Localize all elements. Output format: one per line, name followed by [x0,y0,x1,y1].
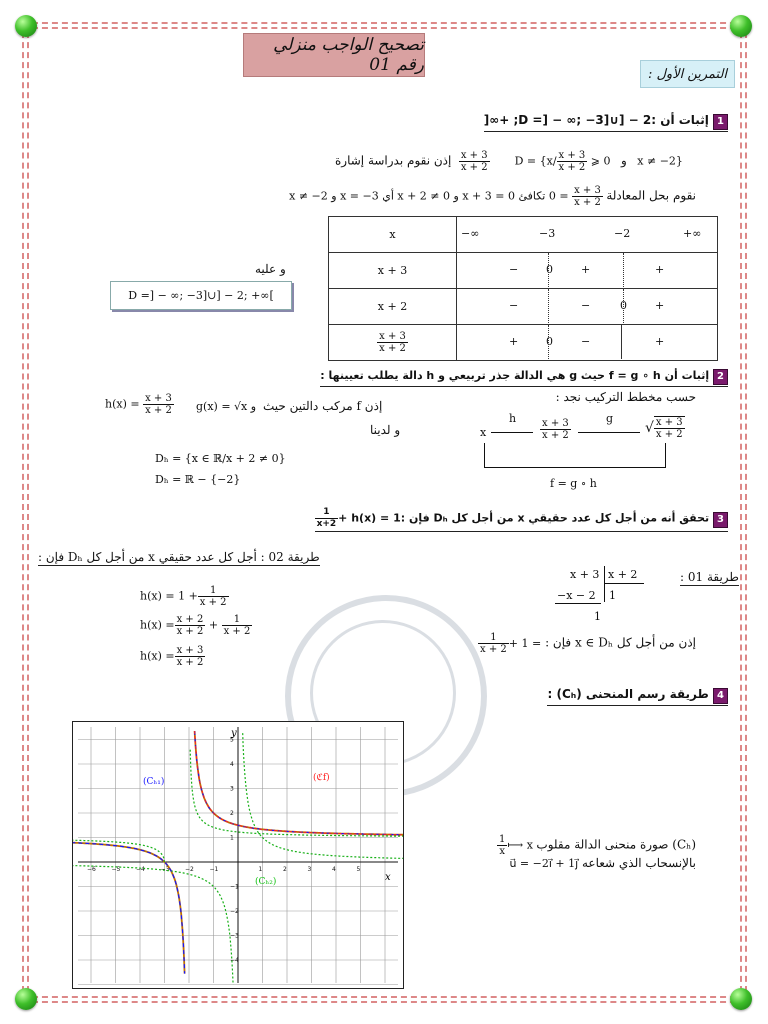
q4-desc1: (Cₕ) صورة منحنى الدالة مقلوب x ⟼ $\frac{1}{x}$ [499,834,696,857]
sign-table-x: x [329,217,457,253]
q3-heading: 3 تحقق أنه من أجل كل عدد حقيقي x من أجل كل Dₕ فإن :h(x) = 1 + $\frac{1}{x+2}$ [315,507,728,532]
m2-line2: h(x) = $\frac{x + 2}{x + 2}$ + $\frac{1}{x + 2}$ [140,614,251,637]
x-tick-label: 5 [356,866,361,873]
row-x2-label: x + 2 [329,289,457,325]
q4-desc2: بالإنسحاب الذي شعاعه u⃗ = −2i⃗ + 1j⃗ [509,856,696,870]
graph-x-label: x [385,872,391,883]
corner-ball-bl [15,988,37,1010]
arrow-g [578,432,640,433]
x-tick-label: −1 [209,866,219,873]
corner-ball-tl [15,15,37,37]
q3-method2: طريقة 02 : أجل كل عدد حقيقي x من أجل كل Dₕ فإن : [38,550,320,564]
q2-g-def: g(x) = √x و [196,400,257,413]
row-x3-label: x + 3 [329,253,457,289]
div-bar-v [604,566,605,602]
graph-svg [73,722,403,988]
y-tick-label: 3 [230,785,234,793]
frame-right-inner [745,22,747,1002]
exercise-label: التمرين الأول : [640,60,735,88]
curve-ch1-right [195,731,403,835]
x-tick-label: 4 [332,866,336,873]
m2-line3: h(x) = $\frac{x + 3}{x + 2}$ [140,645,204,668]
q2-diagram-intro: حسب مخطط التركيب نجد : [555,390,696,404]
x-tick-label: −2 [185,866,194,873]
div-top-right: x + 2 [608,568,638,581]
y-tick-label: −1 [230,883,239,891]
x-tick-label: −5 [111,866,121,873]
graph-y-label: y [231,728,237,739]
q1-line2: نقوم بحل المعادلة $\frac{x + 3}{x + 2}$ = 0 تكافئ x + 3 = 0 و x + 2 ≠ 0 أي x = −3 و x ≠ −2 [289,185,696,208]
x-tick-label: 2 [283,866,287,873]
m1-conclusion: إذن من أجل كل x ∈ Dₕ فإن : = 1 + $\frac{1}{x + 2}$ [480,632,696,655]
page-title: تصحيح الواجب منزلي رقم 01 [243,33,425,77]
curve-ch2-right [243,733,403,858]
frame-top-inner [22,27,746,29]
composition-label: f = g ∘ h [550,477,597,490]
curve-cf-right [190,750,403,836]
y-tick-label: −2 [230,908,239,915]
diagram-g-result: √ $\frac{x + 3}{x + 2}$ [645,417,683,440]
q1-text: إثبات أن :D =] − ∞; −3]∪] − 2; +∞[ [483,113,709,127]
q2-conclusion: إذن f مركب دالتين حيث [263,399,383,413]
diagram-x: x [480,426,487,439]
frame-top [22,22,746,24]
curve-red-right [195,731,403,835]
curve-ch2-left [73,866,233,985]
arrow-h [491,432,533,433]
q2-heading: 2 إثبات أن f = g ∘ h حيث g هي الدالة جذر تربيعي و h دالة يطلب تعيينها : [320,369,728,387]
div-sub-line [555,603,601,604]
corner-ball-br [730,988,752,1010]
diagram-h-result: $\frac{x + 3}{x + 2}$ [542,418,569,441]
div-mid-left: −x − 2 [557,589,596,602]
y-tick-label: 1 [230,834,234,842]
y-tick-label: −4 [230,957,239,964]
q2-and-we-have: و لدينا [370,423,401,437]
y-tick-label: 5 [230,736,234,744]
q1-therefore: و عليه [255,262,286,276]
corner-ball-tr [730,15,752,37]
y-tick-label: 2 [230,810,234,817]
frame-left-inner [27,22,29,1002]
m2-line1: h(x) = 1 + $\frac{1}{x + 2}$ [140,585,227,608]
x-tick-label: −4 [136,866,145,873]
x-tick-label: 1 [258,866,263,873]
div-remainder: 1 [594,610,601,623]
y-tick-label: −3 [230,932,239,940]
frame-left [22,22,24,1002]
frac-x3-x2-a: $\frac{x + 3}{x + 2}$ [460,150,488,173]
arrow-g-label: g [606,412,614,425]
y-tick-label: 4 [230,761,234,768]
graph-label-cf: (ℭf) [313,773,330,783]
graph-label-ch2: (Cₕ₂) [255,877,277,887]
x-tick-label: −3 [160,866,170,873]
div-bar-h [604,583,644,584]
dh-line1: Dₕ = {x ∈ ℝ/x + 2 ≠ 0} [155,452,286,465]
curve-h-right [195,731,403,835]
q1-heading [484,113,728,132]
q3-method1: طريقة 01 : [680,570,739,584]
div-mid-right: 1 [609,589,616,602]
q2-h-def: h(x) = $\frac{x + 3}{x + 2}$ [105,393,172,416]
q1-line1: إذن نقوم بدراسة إشارة $\frac{x + 3}{x + 2}$ D = {x/ $\frac{x + 3}{x + 2}$ ⩾ 0 و x ≠ −2} [335,150,683,173]
x-tick-label: −6 [87,866,96,873]
q1-result-box: D =] − ∞; −3]∪] − 2; +∞[ [110,281,292,310]
composition-path [484,443,666,468]
frame-right [740,22,742,1002]
function-graph [72,721,404,989]
div-top-left: x + 3 [570,568,600,581]
q4-heading: 4 طريقة رسم المنحنى (Cₕ) : [547,687,728,706]
q1-number: 1 [713,114,728,130]
frame-bottom-inner [22,1001,746,1003]
x-tick-label: 3 [307,866,312,873]
sign-table: x −∞ −3 −2 +∞ x + 3 − 0 + + x + 2 − − 0 + $\frac{x + 3}{x + 2}$ + 0 − + [328,216,718,361]
frame-bottom [22,996,746,998]
dh-line2: Dₕ = ℝ − {−2} [155,473,241,486]
row-quotient-label: $\frac{x + 3}{x + 2}$ [329,325,457,361]
graph-label-ch1: (Cₕ₁) [143,777,165,787]
arrow-h-label: h [509,412,517,425]
